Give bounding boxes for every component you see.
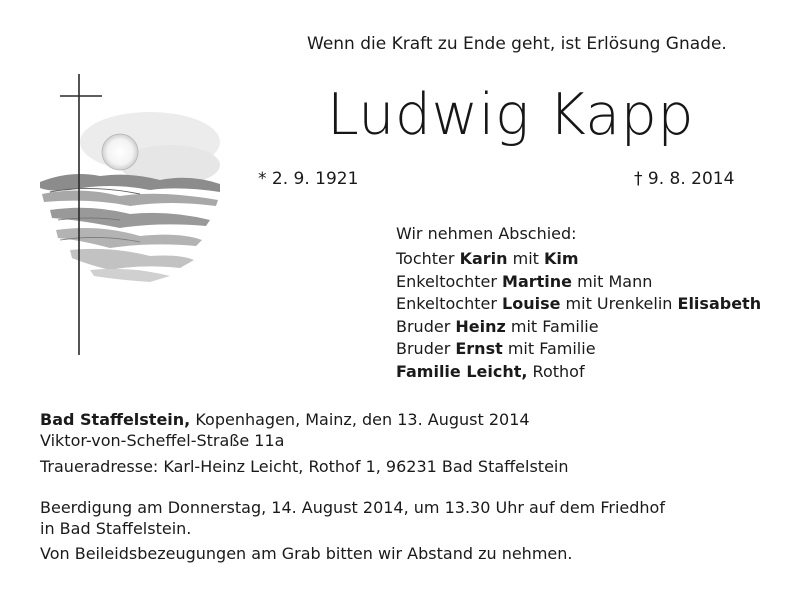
- mourner-text: Bruder: [396, 316, 456, 336]
- mourner-name: Karin: [459, 249, 508, 268]
- mourners-list: [396, 248, 761, 384]
- place-name: Bad Staffelstein,: [40, 410, 191, 429]
- mourner-text: mit: [507, 249, 545, 268]
- mourner-text: Bruder: [396, 339, 456, 359]
- mourner-name: Elisabeth: [677, 294, 762, 314]
- mourner-name: Ernst: [455, 339, 503, 359]
- mourner-text: Enkeltochter: [396, 294, 503, 314]
- birth-date: * 2. 9. 1921: [258, 169, 359, 189]
- place-date-rest: Kopenhagen, Mainz, den 13. August 2014: [190, 410, 530, 429]
- mourner-entry: [396, 293, 761, 316]
- mourner-text: Tochter: [396, 249, 460, 268]
- mourner-name: Louise: [502, 294, 561, 314]
- mourner-text: mit Familie: [505, 316, 599, 336]
- mourner-name: Kim: [544, 249, 579, 268]
- mourner-text: Enkeltochter: [396, 271, 503, 291]
- mourner-entry: [396, 316, 761, 339]
- mourner-text: Rothof: [527, 361, 585, 381]
- mourner-entry: [396, 338, 761, 361]
- sun-icon: [102, 134, 138, 170]
- mourner-text: mit Mann: [572, 271, 653, 291]
- funeral-info-line1: Beerdigung am Donnerstag, 14. August 2014, um 13.30 Uhr auf dem Friedhof: [40, 498, 665, 517]
- street-address: Viktor-von-Scheffel-Straße 11a: [40, 431, 285, 450]
- funeral-info-line2: in Bad Staffelstein.: [40, 519, 192, 538]
- mourner-name: Martine: [502, 271, 572, 291]
- place-date-line: [40, 409, 530, 430]
- death-date: † 9. 8. 2014: [634, 169, 735, 189]
- cross-landscape-illustration: [30, 70, 230, 360]
- mourner-entry: [396, 271, 761, 294]
- deceased-name: Ludwig Kapp: [327, 82, 695, 148]
- mourner-entry: [396, 248, 761, 271]
- mourners-heading: Wir nehmen Abschied:: [396, 224, 577, 243]
- mourning-address: Traueradresse: Karl-Heinz Leicht, Rothof 1, 96231 Bad Staffelstein: [40, 457, 569, 476]
- mourner-name: Heinz: [455, 316, 506, 336]
- condolence-note: Von Beileidsbezeugungen am Grab bitten wir Abstand zu nehmen.: [40, 544, 573, 563]
- motto: Wenn die Kraft zu Ende geht, ist Erlösung Gnade.: [307, 34, 727, 54]
- mourner-text: mit Urenkelin: [560, 294, 678, 314]
- mourner-entry: [396, 361, 761, 384]
- mourner-name: Familie Leicht,: [396, 361, 528, 381]
- mourner-text: mit Familie: [502, 339, 596, 359]
